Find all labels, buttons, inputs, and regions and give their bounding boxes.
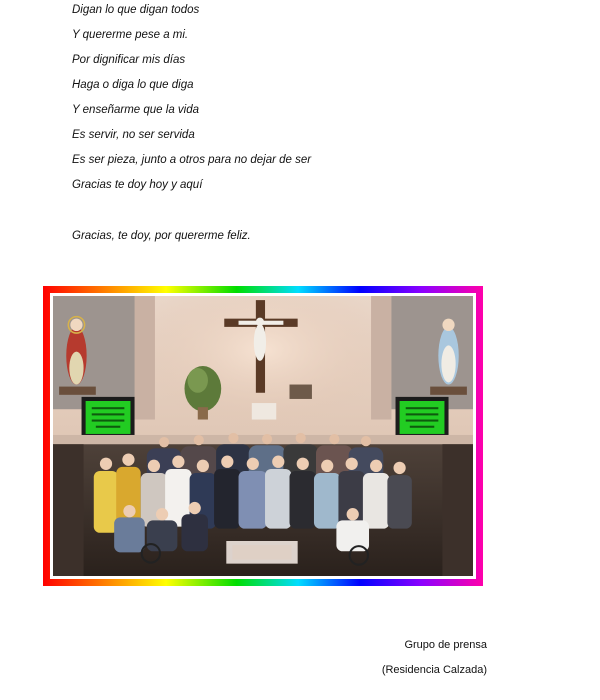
left-screen [82, 397, 135, 438]
poem-line: Haga o diga lo que diga [72, 79, 194, 91]
photo-frame [43, 286, 483, 586]
poem-line: Digan lo que digan todos [72, 4, 200, 16]
poem-line: Es servir, no ser servida [72, 129, 195, 141]
poem-line: Y enseñarme que la vida [72, 104, 200, 116]
poem-line: Y quererme pese a mi. [72, 29, 189, 41]
signature-group: Grupo de prensa [404, 639, 487, 651]
group-photo [53, 296, 473, 576]
poem-closing: Gracias, te doy, por quererme feliz. [72, 230, 251, 242]
poem-line: Es ser pieza, junto a otros para no dejar de ser [72, 154, 312, 166]
poem-line: Por dignificar mis días [72, 54, 186, 66]
poem-line: Gracias te doy hoy y aquí [72, 179, 203, 191]
signature-residence: (Residencia Calzada) [381, 664, 487, 676]
right-screen [396, 397, 449, 438]
